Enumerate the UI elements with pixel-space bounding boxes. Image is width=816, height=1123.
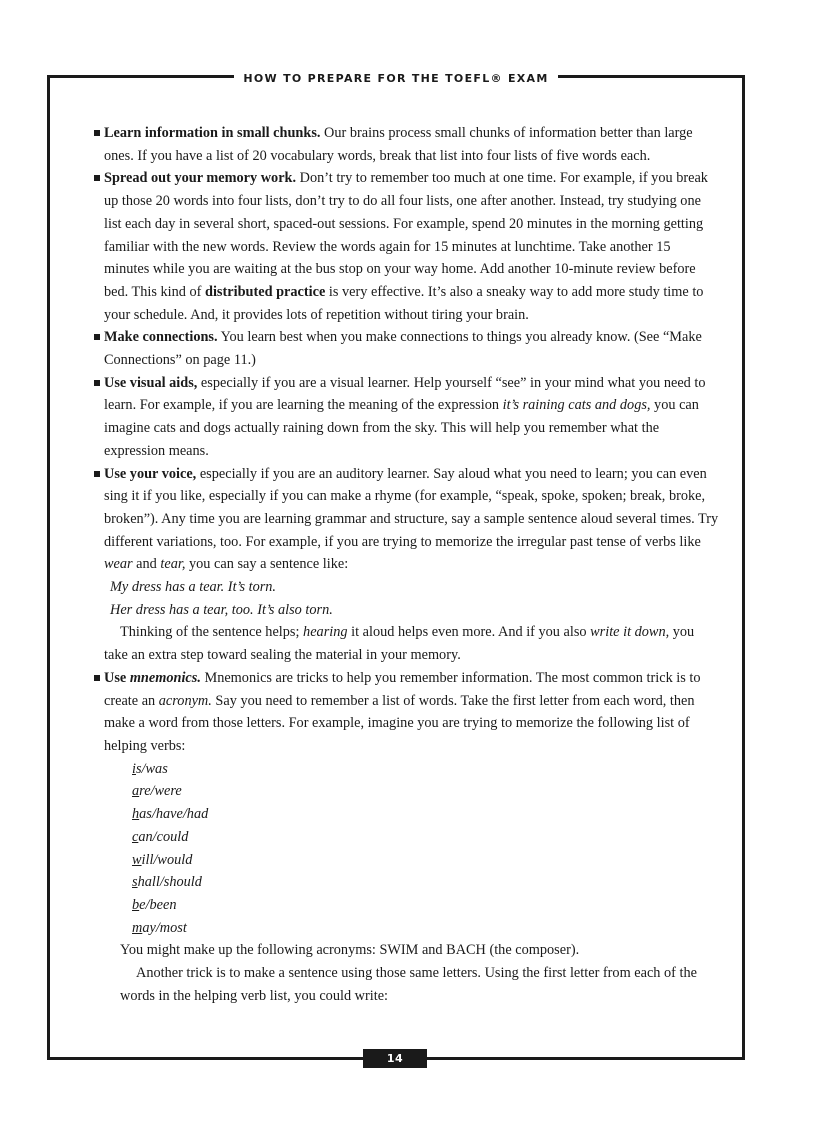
verb-rest: e/been (139, 896, 177, 913)
bullet-item (94, 167, 719, 326)
first-letter: s (132, 874, 138, 891)
frame-left-rule (47, 75, 50, 1060)
verb-rest: re/were (139, 783, 182, 800)
verb-rest: hall/should (137, 874, 202, 891)
follow-text: you take an extra step toward sealing the material in your memory. (104, 624, 695, 664)
bullet-text: and (132, 556, 161, 573)
list-item (132, 917, 719, 940)
list-item (132, 758, 719, 781)
bullet-lead: Spread out your memory work. (104, 170, 297, 187)
square-bullet-icon (94, 175, 100, 181)
bullet-lead: Use visual aids, (104, 374, 198, 391)
bullet-text: especially if you are an auditory learner. Say aloud what you need to learn; you can even sing it if you like, especially if you can make a rhyme (for example, “speak, spoke, spoken; break, broke, broken”). Any time you are learning grammar and structure, say a sample sentence aloud several times. Try different variations, too. For example, if you are trying to memorize the irregular past tense of verbs like (104, 465, 719, 550)
example-sentence: My dress has a tear. It’s torn. (110, 579, 277, 596)
bullet-item (94, 667, 719, 758)
bullet-lead: Use your voice, (104, 465, 197, 482)
running-header (0, 69, 792, 87)
bullet-item (94, 372, 719, 463)
italic-word: acronym. (158, 692, 212, 709)
follow-text: it aloud helps even more. And if you also (347, 624, 591, 641)
bullet-text: Mnemonics are tricks to help you remember information. The most common trick is to create an (104, 669, 701, 709)
bullet-lead: Use (104, 669, 130, 686)
page-number: 14 (363, 1049, 427, 1068)
bullet-item (94, 326, 719, 371)
first-letter: a (132, 783, 140, 800)
bullet-text: Say you need to remember a list of words. Take the first letter from each word, then make a word from those letters. For example, imagine you are trying to memorize the following list of helping verbs: (104, 692, 695, 754)
follow-up-paragraph (94, 621, 719, 666)
square-bullet-icon (94, 380, 100, 386)
verb-rest: as/have/had (139, 806, 209, 823)
square-bullet-icon (94, 675, 100, 681)
list-item (132, 826, 719, 849)
bullet-text: you can say a sentence like: (185, 556, 349, 573)
helping-verb-list (94, 758, 719, 940)
verb-rest: ay/most (142, 919, 187, 936)
square-bullet-icon (94, 471, 100, 477)
example-word: tear, (160, 556, 186, 573)
page-body (94, 122, 719, 1007)
square-bullet-icon (94, 334, 100, 340)
verb-rest: an/could (138, 828, 189, 845)
bullet-item (94, 122, 719, 167)
bold-term: distributed practice (205, 283, 326, 300)
verb-rest: ill/would (141, 851, 193, 868)
bullet-text: is very effective. It’s also a sneaky way to add more study time to your schedule. And, it provides lots of repetition without tiring your brain. (104, 283, 704, 323)
bullet-text: you can imagine cats and dogs actually raining down from the sky. This will help you remember what the expression means. (104, 397, 699, 459)
bullet-text: Our brains process small chunks of information better than large ones. If you have a list of 20 vocabulary words, break that list into four lists of five words each. (104, 125, 693, 164)
first-letter: m (132, 919, 143, 936)
bullet-text: especially if you are a visual learner. Help yourself “see” in your mind what you need to learn. For example, if you are learning the meaning of the expression (104, 374, 706, 414)
first-letter: w (132, 851, 142, 868)
bullet-lead-italic: mnemonics. (129, 669, 201, 686)
acronyms-paragraph: You might make up the following acronyms: SWIM and BACH (the composer). (120, 942, 580, 959)
bullet-lead: Make connections. (104, 329, 218, 346)
italic-phrase: write it down, (590, 624, 670, 641)
bullet-item (94, 463, 719, 577)
list-item (132, 871, 719, 894)
running-header-title: HOW TO PREPARE FOR THE TOEFL® EXAM (234, 72, 557, 86)
example-word: wear (104, 556, 133, 573)
first-letter: h (132, 806, 140, 823)
bullet-text: Don’t try to remember too much at one time. For example, if you break up those 20 words into four lists, don’t try to do all four lists, one after another. Instead, try studying one list each day in several short, spaced-out sessions. For example, spend 20 minutes in the morning getting familiar with the new words. Review the words again for 15 minutes at lunchtime. Take another 15 minutes while you are waiting at the bus stop on your way home. Add another 10-minute review before bed. This kind of (104, 170, 708, 300)
italic-phrase: it’s raining cats and dogs, (502, 397, 651, 414)
list-item (132, 780, 719, 803)
example-sentence: Her dress has a tear, too. It’s also torn. (110, 601, 333, 618)
square-bullet-icon (94, 130, 100, 136)
list-item (132, 803, 719, 826)
list-item (132, 849, 719, 872)
first-letter: c (132, 828, 139, 845)
trick-paragraph: Another trick is to make a sentence using those same letters. Using the first letter from each of the words in the helping verb list, you could write: (120, 965, 697, 1004)
list-item (132, 894, 719, 917)
follow-text: Thinking of the sentence helps; (120, 624, 304, 641)
bullet-lead: Learn information in small chunks. (104, 125, 321, 141)
italic-word: hearing (303, 624, 348, 641)
first-letter: i (132, 760, 136, 777)
verb-rest: s/was (135, 760, 168, 777)
frame-right-rule (742, 75, 745, 1060)
first-letter: b (132, 896, 140, 913)
bullet-text: You learn best when you make connections to things you already know. (See “Make Connections” on page 11.) (104, 329, 702, 369)
